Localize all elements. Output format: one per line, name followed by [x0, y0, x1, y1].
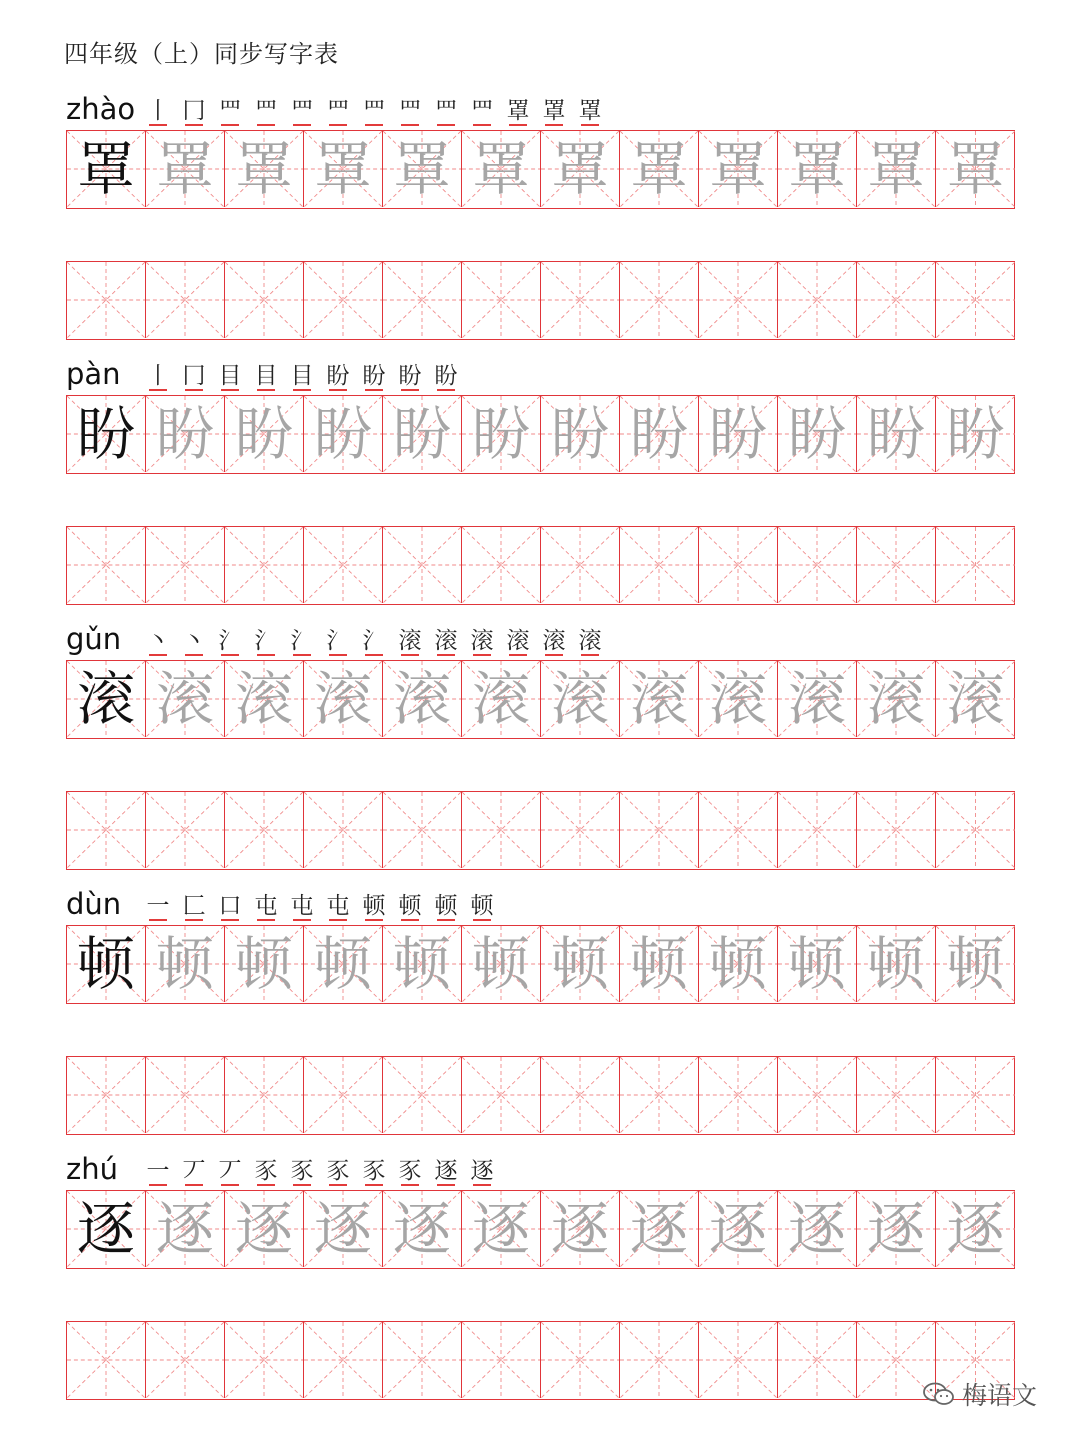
mizi-grid-cell: [620, 1191, 699, 1267]
trace-character: 盼: [550, 400, 609, 468]
mizi-grid-cell: [936, 396, 1015, 472]
mizi-grid-cell: [383, 131, 462, 207]
character-block: [66, 620, 1015, 870]
stroke-step: 顿: [466, 893, 498, 919]
trace-character: 逐: [866, 1195, 925, 1263]
mizi-grid-cell[interactable]: [146, 527, 225, 603]
trace-character: 顿: [866, 930, 925, 998]
character-header: [66, 1150, 1015, 1190]
mizi-grid-cell: [146, 661, 225, 737]
trace-character: 滚: [392, 665, 451, 733]
trace-character: 滚: [234, 665, 293, 733]
mizi-grid-cell: [541, 131, 620, 207]
mizi-grid-cell: [620, 131, 699, 207]
mizi-grid-cell: [67, 131, 146, 207]
stroke-step: 口: [214, 893, 246, 919]
stroke-step: 罒: [322, 98, 354, 124]
mizi-grid-cell: [146, 131, 225, 207]
trace-character: 逐: [629, 1195, 688, 1263]
mizi-grid-cell[interactable]: [699, 792, 778, 868]
stroke-step: 滚: [502, 628, 534, 654]
watermark: [922, 1376, 1037, 1412]
mizi-grid-cell[interactable]: [67, 1322, 146, 1398]
trace-character: 逐: [550, 1195, 609, 1263]
character-block: [66, 90, 1015, 340]
mizi-grid-cell[interactable]: [67, 1057, 146, 1133]
mizi-grid-cell: [936, 131, 1015, 207]
mizi-grid-cell: [225, 926, 304, 1002]
model-character: 盼: [76, 400, 135, 468]
mizi-grid-cell[interactable]: [146, 262, 225, 338]
mizi-grid-cell[interactable]: [304, 262, 383, 338]
character-block: [66, 355, 1015, 605]
stroke-step: 一: [142, 893, 174, 919]
stroke-step: 滚: [394, 628, 426, 654]
stroke-step: 罒: [430, 98, 462, 124]
stroke-step: 罩: [574, 98, 606, 124]
mizi-grid-cell: [541, 661, 620, 737]
mizi-grid-cell: [383, 926, 462, 1002]
pinyin: zhào: [66, 92, 136, 126]
mizi-grid-cell[interactable]: [541, 527, 620, 603]
stroke-step: 盼: [394, 363, 426, 389]
trace-character: 逐: [471, 1195, 530, 1263]
mizi-grid-cell: [225, 661, 304, 737]
trace-character: 滚: [313, 665, 372, 733]
mizi-grid-cell[interactable]: [146, 1322, 225, 1398]
mizi-grid-cell[interactable]: [146, 792, 225, 868]
trace-character: 盼: [946, 400, 1005, 468]
mizi-grid-cell[interactable]: [778, 527, 857, 603]
mizi-grid-cell[interactable]: [778, 262, 857, 338]
stroke-step: 盼: [322, 363, 354, 389]
stroke-order: [142, 98, 606, 124]
pinyin: zhú: [66, 1152, 118, 1186]
trace-character: 盼: [155, 400, 214, 468]
stroke-step: 豕: [250, 1158, 282, 1184]
mizi-grid-cell: [936, 1191, 1015, 1267]
pinyin: gǔn: [66, 622, 122, 656]
stroke-step: 丆: [178, 1158, 210, 1184]
stroke-step: 豕: [358, 1158, 390, 1184]
character-block: [66, 1150, 1015, 1400]
mizi-grid-cell: [304, 1191, 383, 1267]
stroke-step: 丨: [142, 363, 174, 389]
trace-character: 盼: [708, 400, 767, 468]
trace-character: 盼: [629, 400, 688, 468]
stroke-step: 逐: [466, 1158, 498, 1184]
trace-character: 顿: [313, 930, 372, 998]
mizi-grid-cell[interactable]: [620, 262, 699, 338]
mizi-grid-cell: [778, 131, 857, 207]
trace-character: 顿: [946, 930, 1005, 998]
stroke-step: 屯: [250, 893, 282, 919]
trace-character: 罩: [787, 135, 846, 203]
mizi-grid-cell: [699, 131, 778, 207]
mizi-grid-cell[interactable]: [304, 1322, 383, 1398]
stroke-step: 氵: [214, 628, 246, 654]
mizi-grid-cell[interactable]: [462, 792, 541, 868]
trace-character: 逐: [392, 1195, 451, 1263]
mizi-grid-cell: [67, 396, 146, 472]
stroke-step: 冂: [178, 98, 210, 124]
mizi-grid-cell[interactable]: [383, 792, 462, 868]
mizi-grid-cell: [699, 661, 778, 737]
stroke-order: [142, 628, 606, 654]
character-block: [66, 885, 1015, 1135]
stroke-step: 氵: [250, 628, 282, 654]
trace-row: [66, 395, 1015, 474]
mizi-grid-cell: [857, 131, 936, 207]
trace-character: 盼: [234, 400, 293, 468]
mizi-grid-cell[interactable]: [146, 1057, 225, 1133]
trace-character: 滚: [866, 665, 925, 733]
mizi-grid-cell: [936, 661, 1015, 737]
mizi-grid-cell[interactable]: [778, 1322, 857, 1398]
mizi-grid-cell: [857, 396, 936, 472]
trace-character: 逐: [787, 1195, 846, 1263]
stroke-step: 豕: [394, 1158, 426, 1184]
stroke-step: 滚: [574, 628, 606, 654]
mizi-grid-cell: [620, 926, 699, 1002]
mizi-grid-cell: [699, 1191, 778, 1267]
mizi-grid-cell: [462, 131, 541, 207]
stroke-order: [142, 363, 462, 389]
stroke-step: 一: [142, 1158, 174, 1184]
stroke-step: 罒: [250, 98, 282, 124]
wechat-icon: [922, 1382, 956, 1406]
trace-character: 盼: [392, 400, 451, 468]
trace-character: 罩: [471, 135, 530, 203]
trace-row: [66, 925, 1015, 1004]
trace-character: 罩: [946, 135, 1005, 203]
mizi-grid-cell: [778, 926, 857, 1002]
stroke-step: 冂: [178, 363, 210, 389]
mizi-grid-cell: [304, 131, 383, 207]
stroke-step: 屯: [286, 893, 318, 919]
mizi-grid-cell: [383, 661, 462, 737]
blank-practice-row: [66, 261, 1015, 340]
stroke-step: 丶: [178, 628, 210, 654]
stroke-step: 罩: [538, 98, 570, 124]
mizi-grid-cell: [146, 926, 225, 1002]
stroke-step: 滚: [538, 628, 570, 654]
stroke-step: 罒: [466, 98, 498, 124]
stroke-order: [142, 1158, 498, 1184]
trace-character: 盼: [471, 400, 530, 468]
stroke-step: 屯: [322, 893, 354, 919]
stroke-step: 罒: [214, 98, 246, 124]
trace-character: 滚: [550, 665, 609, 733]
mizi-grid-cell[interactable]: [699, 262, 778, 338]
mizi-grid-cell[interactable]: [778, 1057, 857, 1133]
mizi-grid-cell: [857, 1191, 936, 1267]
stroke-step: 罒: [358, 98, 390, 124]
model-character: 顿: [76, 930, 135, 998]
mizi-grid-cell[interactable]: [857, 262, 936, 338]
trace-character: 顿: [550, 930, 609, 998]
mizi-grid-cell: [383, 1191, 462, 1267]
trace-character: 罩: [234, 135, 293, 203]
mizi-grid-cell[interactable]: [936, 792, 1015, 868]
pinyin: dùn: [66, 887, 122, 921]
mizi-grid-cell[interactable]: [383, 262, 462, 338]
trace-character: 罩: [550, 135, 609, 203]
trace-character: 逐: [708, 1195, 767, 1263]
stroke-step: 丶: [142, 628, 174, 654]
stroke-step: 罒: [286, 98, 318, 124]
mizi-grid-cell[interactable]: [541, 1057, 620, 1133]
trace-character: 盼: [787, 400, 846, 468]
trace-character: 逐: [155, 1195, 214, 1263]
trace-character: 罩: [392, 135, 451, 203]
mizi-grid-cell: [936, 926, 1015, 1002]
mizi-grid-cell: [304, 661, 383, 737]
mizi-grid-cell: [778, 1191, 857, 1267]
trace-row: [66, 1190, 1015, 1269]
mizi-grid-cell: [699, 926, 778, 1002]
trace-character: 罩: [155, 135, 214, 203]
character-header: [66, 885, 1015, 925]
mizi-grid-cell[interactable]: [225, 792, 304, 868]
mizi-grid-cell[interactable]: [699, 527, 778, 603]
trace-character: 顿: [392, 930, 451, 998]
character-header: [66, 620, 1015, 660]
stroke-step: 氵: [286, 628, 318, 654]
stroke-step: 滚: [466, 628, 498, 654]
mizi-grid-cell[interactable]: [383, 527, 462, 603]
mizi-grid-cell[interactable]: [541, 1322, 620, 1398]
model-character: 逐: [76, 1195, 135, 1263]
mizi-grid-cell[interactable]: [699, 1057, 778, 1133]
trace-character: 罩: [708, 135, 767, 203]
trace-character: 逐: [234, 1195, 293, 1263]
trace-row: [66, 130, 1015, 209]
trace-character: 罩: [866, 135, 925, 203]
mizi-grid-cell[interactable]: [541, 792, 620, 868]
mizi-grid-cell[interactable]: [936, 527, 1015, 603]
mizi-grid-cell[interactable]: [225, 527, 304, 603]
trace-row: [66, 660, 1015, 739]
mizi-grid-cell[interactable]: [225, 1057, 304, 1133]
mizi-grid-cell[interactable]: [857, 527, 936, 603]
mizi-grid-cell: [778, 396, 857, 472]
mizi-grid-cell[interactable]: [857, 1057, 936, 1133]
trace-character: 盼: [313, 400, 372, 468]
mizi-grid-cell[interactable]: [462, 1057, 541, 1133]
trace-character: 滚: [155, 665, 214, 733]
stroke-step: 盼: [430, 363, 462, 389]
stroke-step: 丆: [214, 1158, 246, 1184]
trace-character: 顿: [708, 930, 767, 998]
mizi-grid-cell: [146, 1191, 225, 1267]
character-header: [66, 355, 1015, 395]
pinyin: pàn: [66, 357, 121, 391]
mizi-grid-cell: [462, 661, 541, 737]
mizi-grid-cell: [620, 396, 699, 472]
stroke-step: 氵: [322, 628, 354, 654]
trace-character: 滚: [708, 665, 767, 733]
mizi-grid-cell: [67, 661, 146, 737]
model-character: 滚: [76, 665, 135, 733]
blank-practice-row: [66, 1056, 1015, 1135]
mizi-grid-cell[interactable]: [67, 792, 146, 868]
stroke-step: 目: [250, 363, 282, 389]
trace-character: 顿: [629, 930, 688, 998]
mizi-grid-cell[interactable]: [936, 1057, 1015, 1133]
mizi-grid-cell: [225, 131, 304, 207]
mizi-grid-cell: [541, 926, 620, 1002]
trace-character: 顿: [471, 930, 530, 998]
stroke-step: 目: [214, 363, 246, 389]
mizi-grid-cell: [304, 396, 383, 472]
mizi-grid-cell[interactable]: [620, 1322, 699, 1398]
stroke-order: [142, 893, 498, 919]
mizi-grid-cell[interactable]: [225, 262, 304, 338]
mizi-grid-cell[interactable]: [67, 527, 146, 603]
mizi-grid-cell[interactable]: [462, 262, 541, 338]
stroke-step: 罩: [502, 98, 534, 124]
mizi-grid-cell: [541, 1191, 620, 1267]
mizi-grid-cell[interactable]: [304, 1057, 383, 1133]
stroke-step: 逐: [430, 1158, 462, 1184]
mizi-grid-cell: [541, 396, 620, 472]
trace-character: 顿: [234, 930, 293, 998]
mizi-grid-cell[interactable]: [462, 527, 541, 603]
mizi-grid-cell[interactable]: [620, 527, 699, 603]
mizi-grid-cell: [620, 661, 699, 737]
mizi-grid-cell: [857, 926, 936, 1002]
stroke-step: 盼: [358, 363, 390, 389]
stroke-step: 罒: [394, 98, 426, 124]
stroke-step: 目: [286, 363, 318, 389]
stroke-step: 豕: [286, 1158, 318, 1184]
mizi-grid-cell[interactable]: [936, 262, 1015, 338]
stroke-step: 顿: [358, 893, 390, 919]
character-header: [66, 90, 1015, 130]
mizi-grid-cell[interactable]: [304, 527, 383, 603]
trace-character: 盼: [866, 400, 925, 468]
stroke-step: 丨: [142, 98, 174, 124]
mizi-grid-cell: [304, 926, 383, 1002]
trace-character: 滚: [471, 665, 530, 733]
watermark-text: 梅语文: [962, 1381, 1038, 1410]
stroke-step: 氵: [358, 628, 390, 654]
mizi-grid-cell[interactable]: [383, 1057, 462, 1133]
mizi-grid-cell: [67, 1191, 146, 1267]
blank-practice-row: [66, 526, 1015, 605]
mizi-grid-cell: [225, 1191, 304, 1267]
blank-practice-row: [66, 791, 1015, 870]
mizi-grid-cell: [778, 661, 857, 737]
mizi-grid-cell: [699, 396, 778, 472]
trace-character: 顿: [787, 930, 846, 998]
stroke-step: 匚: [178, 893, 210, 919]
mizi-grid-cell: [462, 1191, 541, 1267]
trace-character: 逐: [313, 1195, 372, 1263]
model-character: 罩: [76, 135, 135, 203]
trace-character: 滚: [946, 665, 1005, 733]
blank-practice-row: [66, 1321, 1015, 1400]
trace-character: 滚: [787, 665, 846, 733]
mizi-grid-cell[interactable]: [462, 1322, 541, 1398]
mizi-grid-cell[interactable]: [620, 792, 699, 868]
stroke-step: 滚: [430, 628, 462, 654]
page-title: 四年级（上）同步写字表: [64, 40, 339, 68]
trace-character: 罩: [313, 135, 372, 203]
stroke-step: 豕: [322, 1158, 354, 1184]
mizi-grid-cell[interactable]: [699, 1322, 778, 1398]
mizi-grid-cell: [146, 396, 225, 472]
mizi-grid-cell[interactable]: [620, 1057, 699, 1133]
mizi-grid-cell[interactable]: [67, 262, 146, 338]
stroke-step: 顿: [394, 893, 426, 919]
mizi-grid-cell[interactable]: [541, 262, 620, 338]
mizi-grid-cell: [857, 661, 936, 737]
trace-character: 顿: [155, 930, 214, 998]
mizi-grid-cell: [383, 396, 462, 472]
trace-character: 罩: [629, 135, 688, 203]
mizi-grid-cell[interactable]: [383, 1322, 462, 1398]
mizi-grid-cell: [462, 926, 541, 1002]
mizi-grid-cell[interactable]: [304, 792, 383, 868]
mizi-grid-cell: [225, 396, 304, 472]
trace-character: 逐: [946, 1195, 1005, 1263]
stroke-step: 顿: [430, 893, 462, 919]
mizi-grid-cell: [462, 396, 541, 472]
mizi-grid-cell[interactable]: [225, 1322, 304, 1398]
trace-character: 滚: [629, 665, 688, 733]
mizi-grid-cell: [67, 926, 146, 1002]
mizi-grid-cell[interactable]: [778, 792, 857, 868]
mizi-grid-cell[interactable]: [857, 792, 936, 868]
